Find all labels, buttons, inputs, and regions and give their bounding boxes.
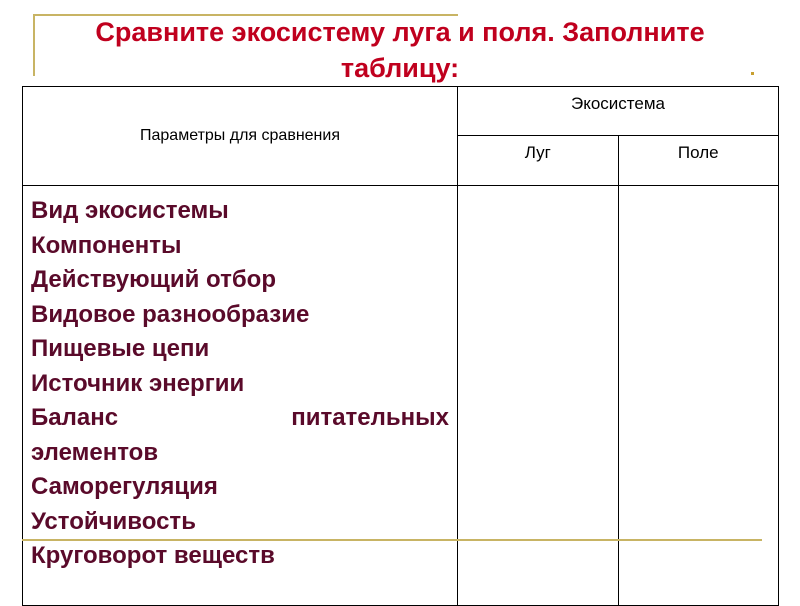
table-body-row: [23, 186, 779, 606]
field-answer-cell[interactable]: [618, 186, 779, 606]
param-item: Видовое разнообразие: [31, 300, 310, 328]
parameters-cell: [23, 186, 458, 606]
slide-title: Сравните экосистему луга и поля. Заполните таблицу:: [95, 17, 705, 83]
meadow-answer-cell[interactable]: [458, 186, 619, 606]
accent-vertical-line: [33, 14, 35, 76]
param-item: Компоненты: [31, 231, 182, 259]
param-item: Вид экосистемы: [31, 197, 229, 224]
param-item-justified: [31, 401, 449, 436]
header-meadow: Луг: [458, 135, 619, 185]
header-field: Поле: [618, 135, 779, 185]
param-item: Устойчивость: [31, 507, 196, 535]
param-item: Пищевые цепи: [31, 335, 210, 362]
table-header-row: [23, 87, 779, 136]
param-item: Источник энергии: [31, 369, 245, 397]
comparison-table: [22, 86, 779, 606]
param-word: питательных: [291, 404, 449, 431]
param-item: Саморегуляция: [31, 473, 218, 500]
param-item: элементов: [31, 438, 159, 466]
header-parameters: Параметры для сравнения: [23, 87, 458, 186]
param-word: Баланс: [31, 404, 119, 431]
header-ecosystem: Экосистема: [458, 87, 779, 136]
accent-bottom-line: [22, 539, 762, 541]
param-item: Действующий отбор: [31, 266, 276, 293]
param-item: Круговорот веществ: [31, 542, 275, 569]
